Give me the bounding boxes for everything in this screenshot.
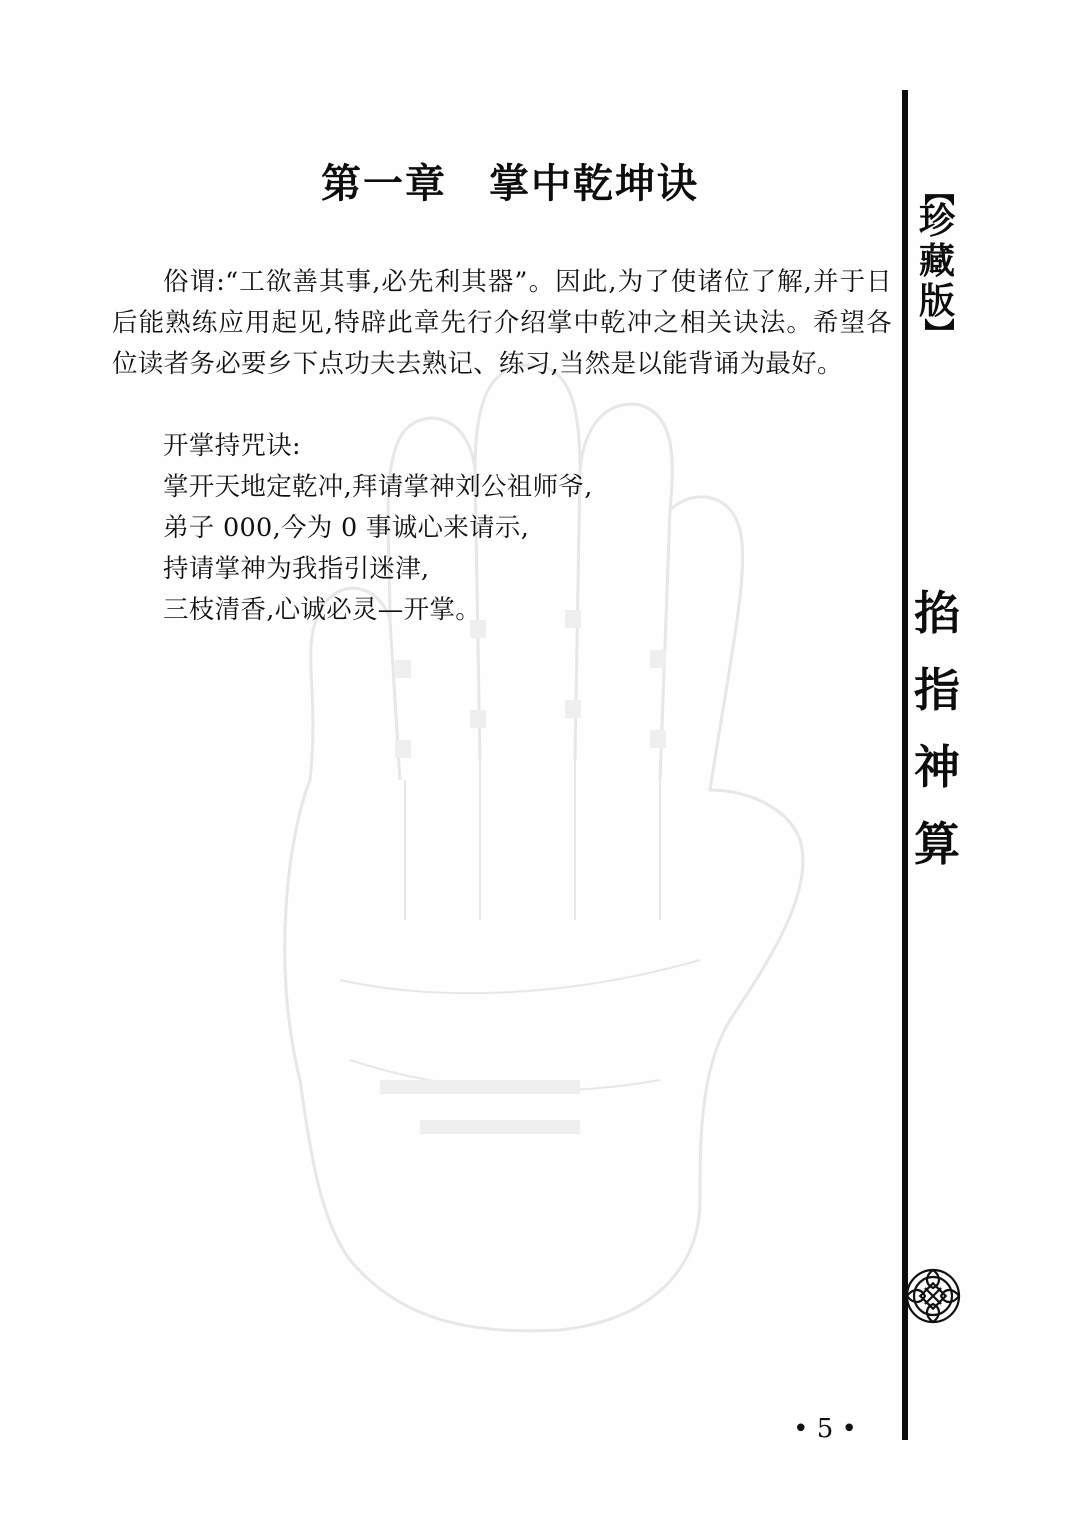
incantation-line: 掌开天地定乾冲,拜请掌神刘公祖师爷, — [163, 472, 593, 502]
intro-text-block — [112, 262, 892, 385]
edition-char: 藏 — [918, 241, 955, 282]
series-title-char: 神 — [914, 740, 960, 794]
chapter-title: 第一章 掌中乾坤诀 — [321, 161, 699, 207]
edition-char: 版 — [918, 281, 955, 322]
series-title-char: 掐 — [914, 586, 960, 640]
edition-char: 珍 — [918, 201, 955, 242]
edition-bracket-close: 】 — [920, 318, 955, 348]
series-title-char: 算 — [914, 817, 960, 871]
intro-paragraph: 俗谓:“工欲善其事,必先利其器”。因此,为了使诸位了解,并于日后能熟练应用起见,特辟此章先行介绍掌中乾冲之相关诀法。希望各位读者务必要乡下点功夫去熟记、练习,当然是以能背诵为最好。 — [112, 267, 892, 379]
page-number: • 5 • — [793, 1414, 857, 1444]
incantation-heading: 开掌持咒诀: — [163, 431, 301, 461]
endless-knot-icon — [903, 1266, 963, 1326]
edition-bracket-open: 【 — [920, 176, 955, 206]
incantation-line: 弟子 000,今为 0 事诚心来请示, — [163, 513, 530, 543]
incantation-line: 持请掌神为我指引迷津, — [163, 554, 430, 584]
edition-tag — [916, 176, 958, 348]
incantation-line: 三枝清香,心诚必灵—开掌。 — [163, 595, 482, 625]
series-title-char: 指 — [914, 663, 960, 717]
series-title — [908, 575, 966, 883]
